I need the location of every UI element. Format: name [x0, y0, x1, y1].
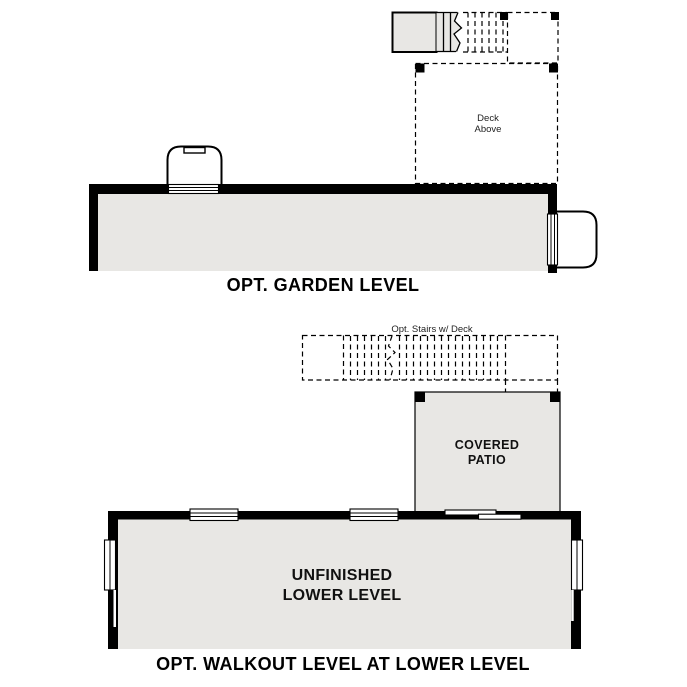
garden-level-plan	[89, 12, 597, 295]
stair-treads-solid	[437, 13, 462, 52]
stair-upper-landing-outline	[508, 13, 559, 64]
deck-post	[549, 64, 558, 73]
walkout-level-plan	[105, 324, 583, 674]
sliding-door-panel-2	[479, 514, 522, 519]
stair-landing-upper	[393, 13, 437, 53]
window-top-1	[190, 509, 238, 521]
covered-patio-label-line1: COVERED	[454, 438, 520, 452]
garden-left-wall	[89, 184, 98, 271]
garden-room-fill	[97, 193, 549, 271]
stairs-label: Opt. Stairs w/ Deck	[391, 324, 473, 335]
patio-post-right	[550, 392, 560, 402]
covered-patio-label-line2: PATIO	[467, 453, 507, 467]
garden-top-window	[169, 185, 219, 194]
deck-post	[416, 64, 425, 73]
stairs-break-line-lower	[388, 336, 396, 380]
window-well-right	[557, 212, 597, 268]
garden-right-wall	[548, 184, 557, 214]
window-top-2	[350, 509, 398, 521]
patio-post-left	[415, 392, 425, 402]
walkout-level-caption: OPT. WALKOUT LEVEL AT LOWER LEVEL	[156, 654, 530, 674]
deck-above-label-line1: Deck	[477, 113, 499, 124]
deck-post	[551, 12, 559, 20]
window-well-ladder	[184, 148, 205, 154]
garden-top-wall	[89, 184, 557, 194]
lower-room-label-line1: UNFINISHED	[291, 567, 393, 584]
stairs-to-patio-connector	[506, 380, 558, 392]
garden-right-post	[548, 265, 557, 273]
lower-room-label-line2: LOWER LEVEL	[282, 587, 402, 604]
deck-above-label-line2: Above	[474, 124, 502, 135]
garden-right-window	[548, 214, 558, 265]
stair-treads-lower	[351, 336, 498, 380]
garden-level-caption: OPT. GARDEN LEVEL	[226, 275, 420, 295]
stairs-dashed-outline	[303, 336, 558, 381]
deck-post	[500, 12, 508, 20]
